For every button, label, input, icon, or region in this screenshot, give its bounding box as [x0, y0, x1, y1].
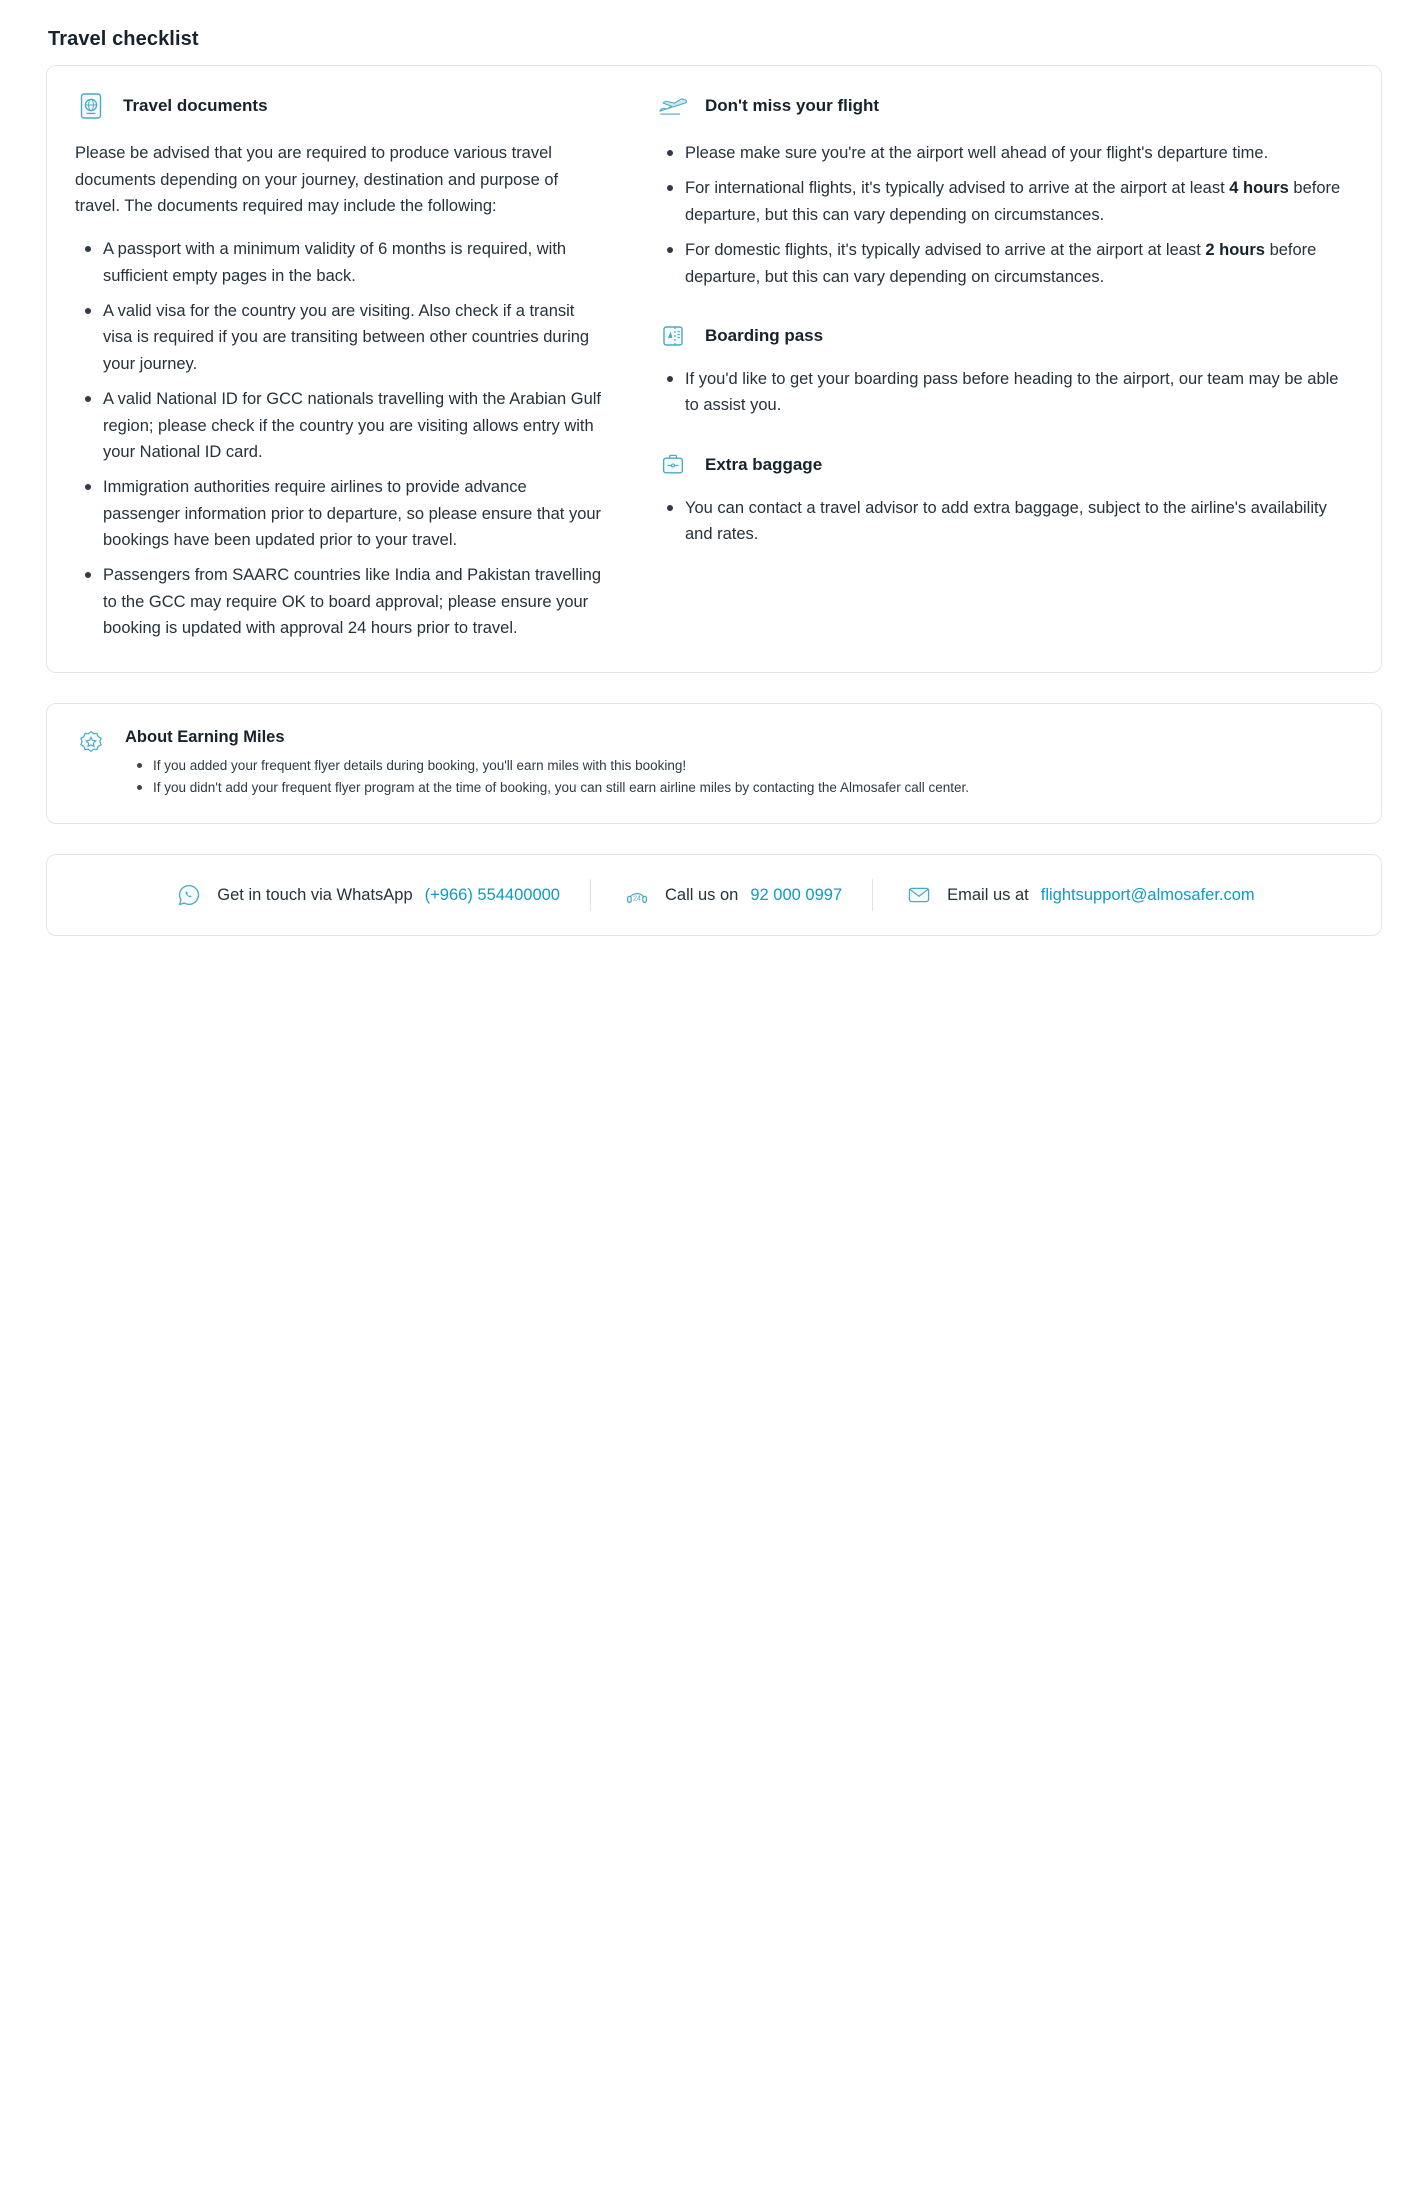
boarding-pass-icon: [657, 320, 689, 352]
extra-baggage-header: [657, 449, 1353, 481]
contact-email-label: Email us at: [947, 885, 1029, 904]
miles-badge-icon: [75, 726, 107, 758]
list-item: [683, 175, 1353, 228]
item-text-post: before departure, but this can vary depending on circumstances.: [685, 241, 1317, 286]
travel-documents-intro: Please be advised that you are required to produce various travel documents depending on your journey, destination and purpose of travel. The documents required may include the following:: [75, 144, 559, 216]
contact-email-value[interactable]: flightsupport@almosafer.com: [1040, 885, 1255, 904]
support-24-icon: [621, 879, 653, 911]
boarding-pass-list: [657, 366, 1353, 419]
whatsapp-icon: [173, 879, 205, 911]
list-item: A valid National ID for GCC nationals travelling with the Arabian Gulf region; please check if the country you are visiting allows entry with your National ID card.: [101, 386, 605, 465]
passport-icon: [75, 90, 107, 122]
list-item: Immigration authorities require airlines to provide advance passenger information prior to departure, so please ensure that your bookings have been updated prior to your travel.: [101, 474, 605, 553]
svg-text:24: 24: [633, 895, 641, 903]
page-whitespace: [46, 936, 1382, 2186]
item-text-post: before departure, but this can vary depending on circumstances.: [685, 179, 1341, 224]
item-text-bold: 2 hours: [1205, 241, 1265, 260]
contact-whatsapp[interactable]: [143, 879, 590, 911]
dont-miss-flight-section: [657, 90, 1353, 290]
suitcase-icon: [657, 449, 689, 481]
extra-baggage-title: Extra baggage: [705, 454, 823, 474]
email-icon: [903, 879, 935, 911]
extra-baggage-list: [657, 495, 1353, 548]
travel-documents-list: [75, 236, 605, 641]
list-item: A valid visa for the country you are visiting. Also check if a transit visa is required if you are transiting between other countries during your journey.: [101, 298, 605, 377]
boarding-pass-section: [657, 320, 1353, 419]
earning-miles-list: [125, 755, 1353, 800]
page-title: Travel checklist: [48, 28, 199, 50]
list-item: If you'd like to get your boarding pass before heading to the airport, our team may be able to assist you.: [683, 366, 1353, 419]
travel-documents-header: [75, 90, 605, 122]
extra-baggage-section: [657, 449, 1353, 548]
list-item: You can contact a travel advisor to add extra baggage, subject to the airline's availability and rates.: [683, 495, 1353, 548]
contact-card: [46, 854, 1382, 936]
flight-info-column: [657, 90, 1353, 642]
list-item: A passport with a minimum validity of 6 months is required, with sufficient empty pages in the back.: [101, 236, 605, 289]
travel-checklist-card: [46, 65, 1382, 673]
contact-phone-label: Call us on: [664, 885, 739, 904]
boarding-pass-header: [657, 320, 1353, 352]
list-item: [683, 140, 1353, 166]
contact-whatsapp-label: Get in touch via WhatsApp: [217, 885, 413, 904]
dont-miss-flight-header: [657, 90, 1353, 122]
item-text-bold: 4 hours: [1229, 179, 1289, 198]
earning-miles-card: [46, 703, 1382, 825]
item-text: Please make sure you're at the airport well ahead of your flight's departure time.: [685, 144, 1269, 162]
travel-documents-column: [75, 90, 605, 642]
dont-miss-flight-list: [657, 140, 1353, 290]
list-item: If you added your frequent flyer details during booking, you'll earn miles with this booking!: [153, 755, 1353, 777]
item-text-pre: For international flights, it's typically advised to arrive at the airport at least: [685, 179, 1230, 198]
earning-miles-body: [125, 726, 1353, 800]
list-item: [683, 237, 1353, 290]
dont-miss-flight-title: Don't miss your flight: [705, 96, 880, 115]
list-item: If you didn't add your frequent flyer program at the time of booking, you can still earn airline miles by contacting the Almosafer call center.: [153, 777, 1353, 799]
contact-email[interactable]: [872, 879, 1285, 911]
airplane-icon: [657, 90, 689, 122]
contact-phone-value[interactable]: 92 000 0997: [750, 885, 843, 904]
earning-miles-title: About Earning Miles: [125, 727, 285, 746]
travel-documents-title: Travel documents: [123, 96, 268, 115]
contact-whatsapp-value[interactable]: (+966) 554400000: [424, 885, 560, 904]
contact-phone[interactable]: [590, 879, 872, 911]
boarding-pass-title: Boarding pass: [705, 325, 824, 345]
item-text-pre: For domestic flights, it's typically advised to arrive at the airport at least: [685, 241, 1206, 260]
list-item: Passengers from SAARC countries like India and Pakistan travelling to the GCC may require OK to board approval; please ensure your booking is updated with approval 24 hours prior to travel.: [101, 562, 605, 641]
